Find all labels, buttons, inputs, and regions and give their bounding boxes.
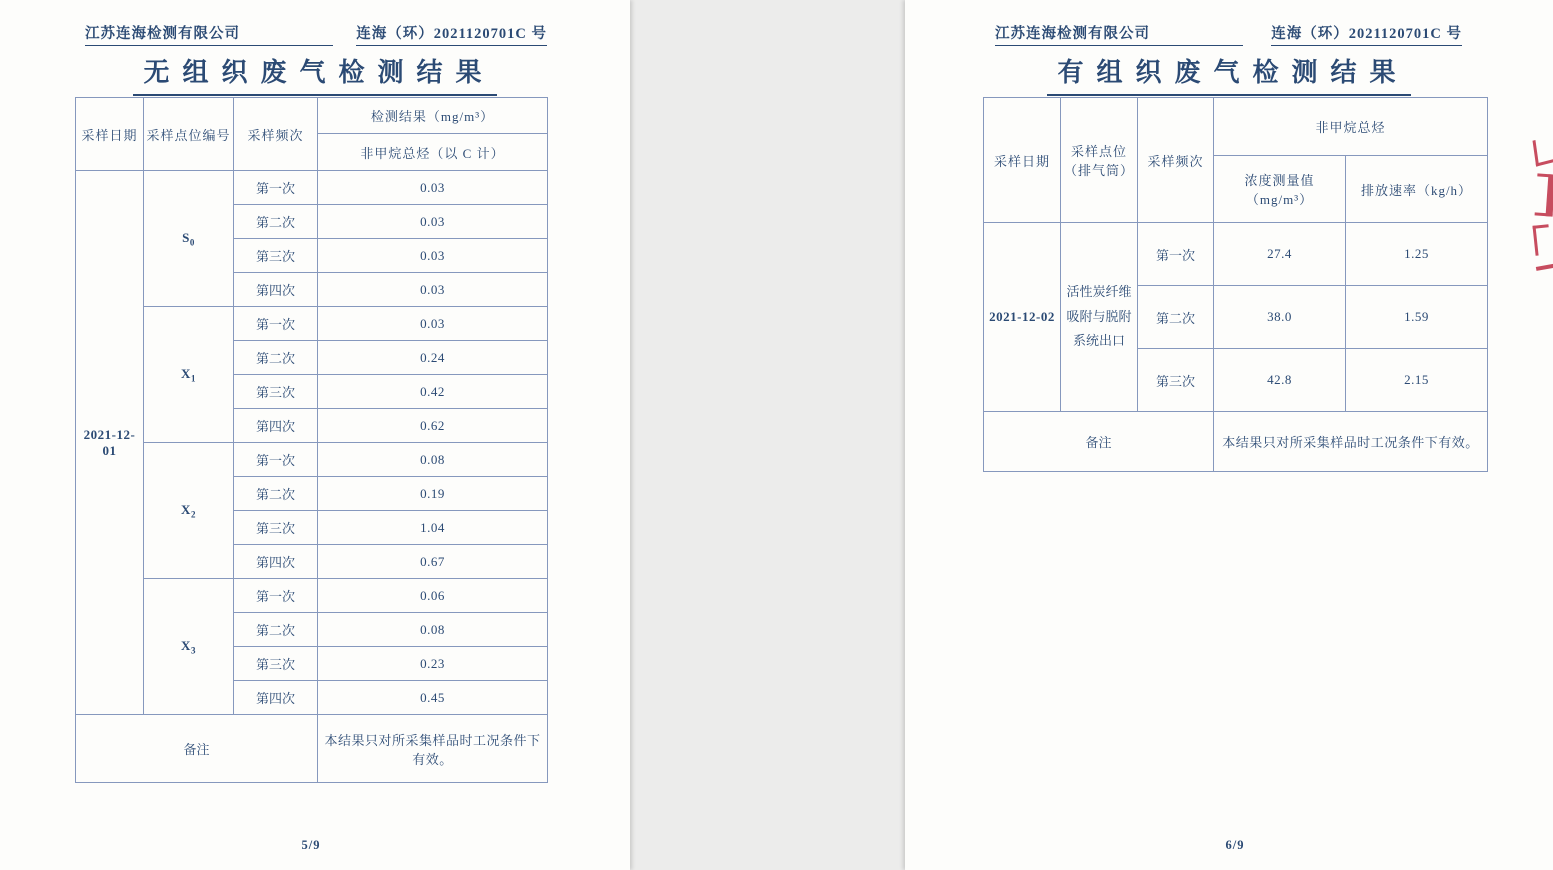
remark-label: 备注 (984, 412, 1214, 472)
freq-cell: 第一次 (234, 171, 318, 205)
col-header-date: 采样日期 (76, 98, 144, 171)
value-cell: 0.06 (318, 579, 548, 613)
freq-cell: 第二次 (234, 477, 318, 511)
value-cell: 0.23 (318, 647, 548, 681)
document-number: 连海（环）2021120701C 号 (356, 22, 547, 46)
value-cell: 0.03 (318, 273, 548, 307)
col-header-freq: 采样频次 (234, 98, 318, 171)
col-header-point: 采样点位 （排气筒） (1061, 98, 1138, 223)
page-number: 6/9 (1225, 838, 1245, 852)
freq-cell: 第一次 (234, 443, 318, 477)
value-cell: 0.08 (318, 613, 548, 647)
document-number: 连海（环）2021120701C 号 (1271, 22, 1462, 46)
value-cell: 0.42 (318, 375, 548, 409)
remark-text: 本结果只对所采集样品时工况条件下有效。 (1214, 412, 1488, 472)
value-cell: 0.03 (318, 205, 548, 239)
rate-cell: 1.59 (1346, 286, 1488, 349)
col-header-date: 采样日期 (984, 98, 1061, 223)
freq-cell: 第三次 (234, 647, 318, 681)
value-cell: 0.19 (318, 477, 548, 511)
point-cell: $S_0$ (144, 171, 234, 307)
freq-cell: 第三次 (234, 239, 318, 273)
value-cell: 0.62 (318, 409, 548, 443)
page-number: 5/9 (301, 838, 321, 852)
red-seal-stamp (1527, 138, 1553, 308)
unorganized-gas-results-table (75, 97, 548, 783)
value-cell: 0.03 (318, 239, 548, 273)
value-cell: 1.04 (318, 511, 548, 545)
report-title-wrap (0, 52, 630, 96)
concentration-cell: 38.0 (1214, 286, 1346, 349)
rate-cell: 2.15 (1346, 349, 1488, 412)
stamp-stroke (1533, 138, 1553, 167)
freq-cell: 第三次 (1138, 349, 1214, 412)
freq-cell: 第二次 (234, 613, 318, 647)
stamp-stroke (1532, 224, 1551, 256)
page-header (995, 22, 1462, 46)
value-cell: 0.67 (318, 545, 548, 579)
rate-cell: 1.25 (1346, 223, 1488, 286)
freq-cell: 第四次 (234, 545, 318, 579)
col-header-freq: 采样频次 (1138, 98, 1214, 223)
freq-cell: 第一次 (234, 579, 318, 613)
company-name: 江苏连海检测有限公司 (995, 22, 1243, 46)
freq-cell: 第四次 (234, 681, 318, 715)
stamp-stroke (1536, 263, 1553, 271)
freq-cell: 第四次 (234, 273, 318, 307)
report-title: 有组织废气检测结果 (1047, 52, 1410, 96)
col-header-point: 采样点位编号 (144, 98, 234, 171)
report-title-wrap (905, 52, 1553, 96)
value-cell: 0.03 (318, 171, 548, 205)
concentration-cell: 42.8 (1214, 349, 1346, 412)
freq-cell: 第二次 (1138, 286, 1214, 349)
sampling-date-cell: 2021-12-02 (984, 223, 1061, 412)
page-header (85, 22, 547, 46)
point-cell: 活性炭纤维 吸附与脱附 系统出口 (1061, 223, 1138, 412)
value-cell: 0.24 (318, 341, 548, 375)
organized-gas-results-table (983, 97, 1488, 472)
remark-label: 备注 (76, 715, 318, 783)
remark-text: 本结果只对所采集样品时工况条件下有效。 (318, 715, 548, 783)
concentration-cell: 27.4 (1214, 223, 1346, 286)
col-header-rate: 排放速率（kg/h） (1346, 156, 1488, 223)
sampling-date-cell: 2021-12-01 (76, 171, 144, 715)
freq-cell: 第二次 (234, 205, 318, 239)
point-cell: $X_3$ (144, 579, 234, 715)
point-cell: $X_2$ (144, 443, 234, 579)
stamp-stroke (1535, 173, 1553, 216)
col-header-result-sub: 非甲烷总烃（以 C 计） (318, 134, 548, 171)
freq-cell: 第三次 (234, 511, 318, 545)
col-header-concentration: 浓度测量值（mg/m³） (1214, 156, 1346, 223)
freq-cell: 第二次 (234, 341, 318, 375)
company-name: 江苏连海检测有限公司 (85, 22, 333, 46)
col-header-group: 非甲烷总烃 (1214, 98, 1488, 156)
col-header-result: 检测结果（mg/m³） (318, 98, 548, 134)
value-cell: 0.45 (318, 681, 548, 715)
freq-cell: 第一次 (234, 307, 318, 341)
freq-cell: 第三次 (234, 375, 318, 409)
value-cell: 0.08 (318, 443, 548, 477)
value-cell: 0.03 (318, 307, 548, 341)
scanned-page-right (905, 0, 1553, 870)
point-cell: $X_1$ (144, 307, 234, 443)
freq-cell: 第四次 (234, 409, 318, 443)
scanned-page-left (0, 0, 630, 870)
freq-cell: 第一次 (1138, 223, 1214, 286)
report-title: 无组织废气检测结果 (133, 52, 496, 96)
